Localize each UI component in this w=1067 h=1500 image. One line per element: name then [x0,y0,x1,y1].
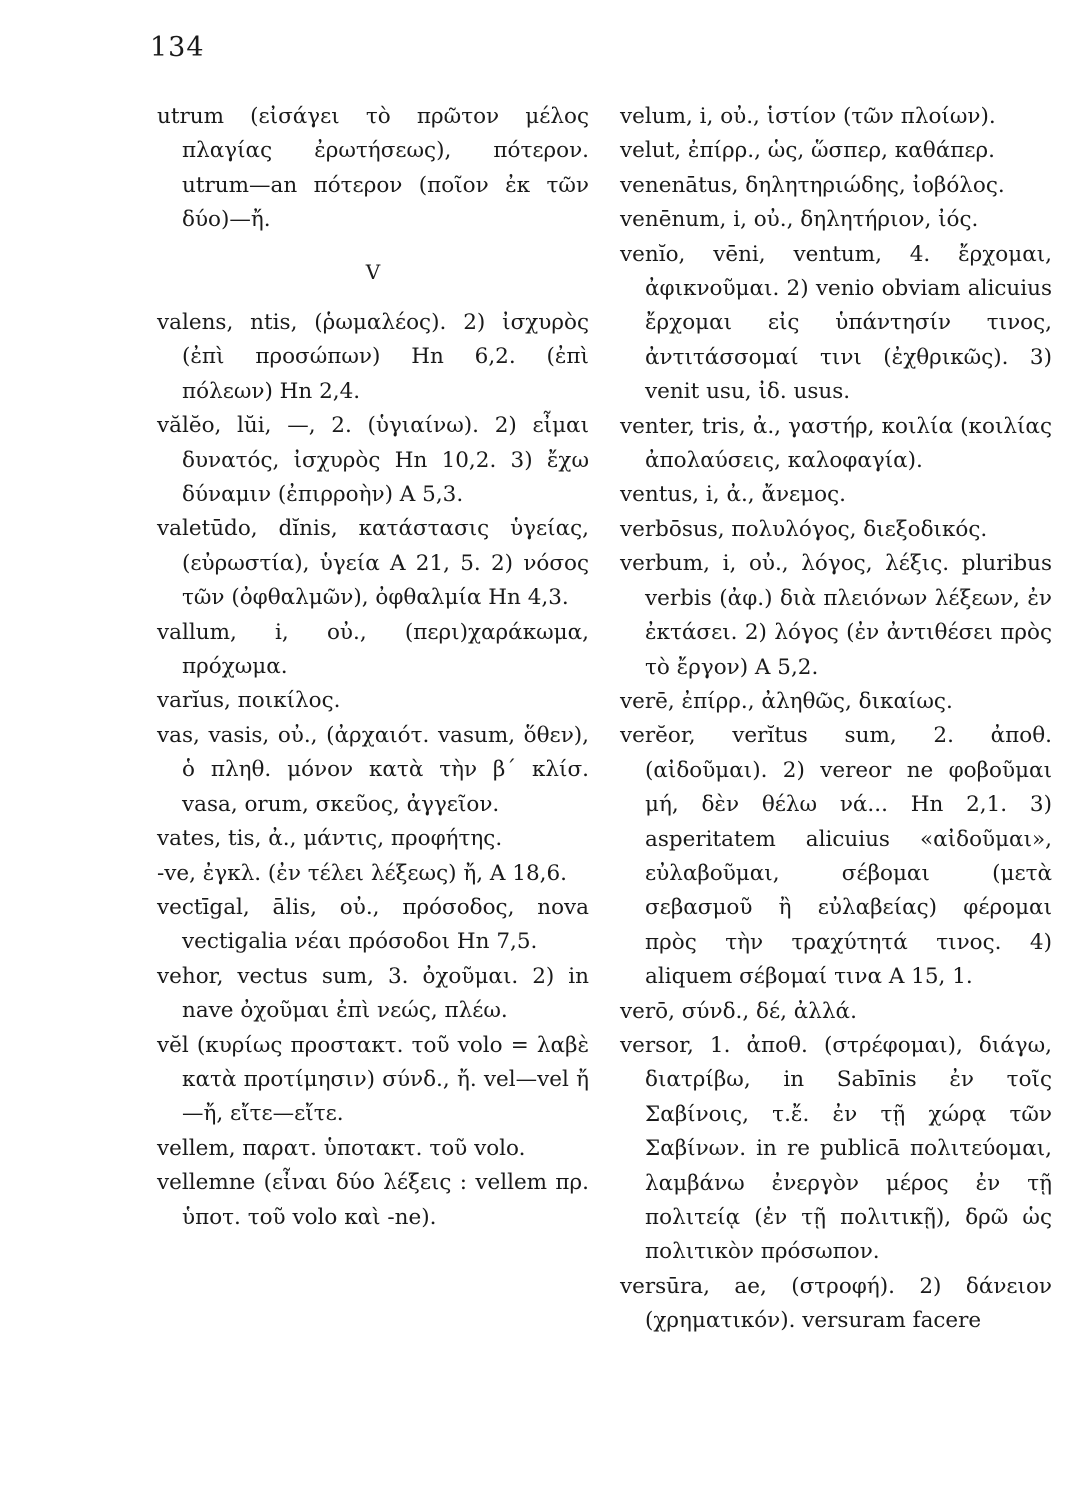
dictionary-entry: verĕor, verĭtus sum, 2. ἀποθ. (αἰδοῦμαι). 2) vereor ne φοβοῦμαι μή, δὲν θέλω νά... Hn 2,1. 3) asperitatem alicuius «αἰδοῦμαι», εὐλαβοῦμαι, σέβομαι (μετὰ σεβασμοῦ ἢ εὐλαβείας) φέρομαι πρὸς τὴν τραχύτητά τινος. 4) aliquem σέβομαί τινα A 15, 1. [620,723,1052,990]
dictionary-entry: vates, tis, ἀ., μάντις, προφήτης. [157,826,503,852]
dictionary-entry: ventus, i, ἀ., ἄνεμος. [620,482,846,508]
dictionary-entry: vălĕo, lŭi, —, 2. (ὑγιαίνω). 2) εἶμαι δυνατός, ἰσχυρὸς Hn 10,2. 3) ἔχω δύναμιν (ἐπιρροὴν) A 5,3. [157,413,589,508]
dictionary-entry: venter, tris, ἀ., γαστήρ, κοιλία (κοιλίας ἀπολαύσεις, καλοφαγία). [620,413,1052,474]
dictionary-entry: velum, i, οὐ., ἱστίον (τῶν πλοίων). [620,104,996,129]
dictionary-entry: versor, 1. ἀποθ. (στρέφομαι), διάγω, διατρίβω, in Sabīnis ἐν τοῖς Σαβίνοις, τ.ἔ. ἐν τῇ χώρᾳ τῶν Σαβίνων. in re publicā πολιτεύομαι, λαμβάνω ἐνεργὸν μέρος ἐν τῇ πολιτείᾳ (ἐν τῇ πολιτικῇ), δρῶ ὡς πολιτικὸν πρόσωπον. [620,1032,1052,1265]
dictionary-entry: vellem, παρατ. ὑποτακτ. τοῦ volo. [157,1135,526,1161]
dictionary-entry: vectīgal, ālis, οὐ., πρόσοδος, nova vectigalia νέαι πρόσοδοι Hn 7,5. [157,894,589,955]
left-column [157,100,589,1235]
dictionary-entry: verē, ἐπίρρ., ἀληθῶς, δικαίως. [620,688,953,714]
dictionary-entry: varĭus, ποικίλος. [157,688,341,714]
dictionary-entry: verbum, i, οὐ., λόγος, λέξις. pluribus verbis (ἀφ.) διὰ πλειόνων λέξεων, ἐν ἐκτάσει. 2) λόγος (ἐν ἀντιθέσει πρὸς τὸ ἔργον) A 5,2. [620,551,1052,680]
dictionary-entry: -ve, ἐγκλ. (ἐν τέλει λέξεως) ἤ, A 18,6. [157,860,567,886]
section-heading: V [365,259,381,284]
dictionary-entry: versūra, ae, (στροφή). 2) δάνειον (χρηματικόν). versuram facere [620,1273,1052,1334]
dictionary-entry: venĭo, vēni, ventum, 4. ἔρχομαι, ἀφικνοῦμαι. 2) venio obviam alicuius ἔρχομαι εἰς ὑπάντησίν τινος, ἀντιτάσσομαί τινι (ἐχθρικῶς). 3) venit usu, ἰδ. usus. [620,241,1052,405]
dictionary-entry: vellemne (εἶναι δύο λέξεις : vellem πρ. ὑποτ. τοῦ volo καὶ -ne). [157,1170,589,1230]
dictionary-entry: venenātus, δηλητηριώδης, ἰοβόλος. [620,172,1005,198]
dictionary-entry: valens, ntis, (ῥωμαλέος). 2) ἰσχυρὸς (ἐπὶ προσώπων) Hn 6,2. (ἐπὶ πόλεων) Hn 2,4. [157,310,589,404]
dictionary-entry: verō, σύνδ., δέ, ἀλλά. [620,998,857,1024]
dictionary-entry: vas, vasis, οὐ., (ἀρχαιότ. vasum, ὅθεν), ὁ πληθ. μόνον κατὰ τὴν β΄ κλίσ. vasa, orum, σκεῦος, ἀγγεῖον. [157,722,589,817]
page-number: 134 [150,32,205,63]
dictionary-entry: venēnum, i, οὐ., δηλητήριον, ἰός. [620,207,979,233]
right-column [620,100,1052,1339]
dictionary-entry: velut, ἐπίρρ., ὡς, ὥσπερ, καθάπερ. [620,138,995,164]
dictionary-entry: verbōsus, πολυλόγος, διεξοδικός. [620,516,988,542]
dictionary-entry: vehor, vectus sum, 3. ὀχοῦμαι. 2) in nave ὀχοῦμαι ἐπὶ νεώς, πλέω. [157,963,589,1024]
dictionary-entry: valetūdo, dĭnis, κατάστασις ὑγείας, (εὐρωστία), ὑγεία A 21, 5. 2) νόσος τῶν (ὀφθαλμῶν), ὀφθαλμία Hn 4,3. [157,516,589,611]
dictionary-entry: utrum (εἰσάγει τὸ πρῶτον μέλος πλαγίας ἐρωτήσεως), πότερον. utrum—an πότερον (ποῖον ἐκ τῶν δύο)—ἤ. [157,104,589,233]
dictionary-entry: vallum, i, οὐ., (περι)χαράκωμα, πρόχωμα. [157,619,589,680]
dictionary-entry: vĕl (κυρίως προστακτ. τοῦ volo = λαβὲ κατὰ προτίμησιν) σύνδ., ἤ. vel—vel ἤ—ἤ, εἴτε—εἴτε. [157,1032,589,1127]
